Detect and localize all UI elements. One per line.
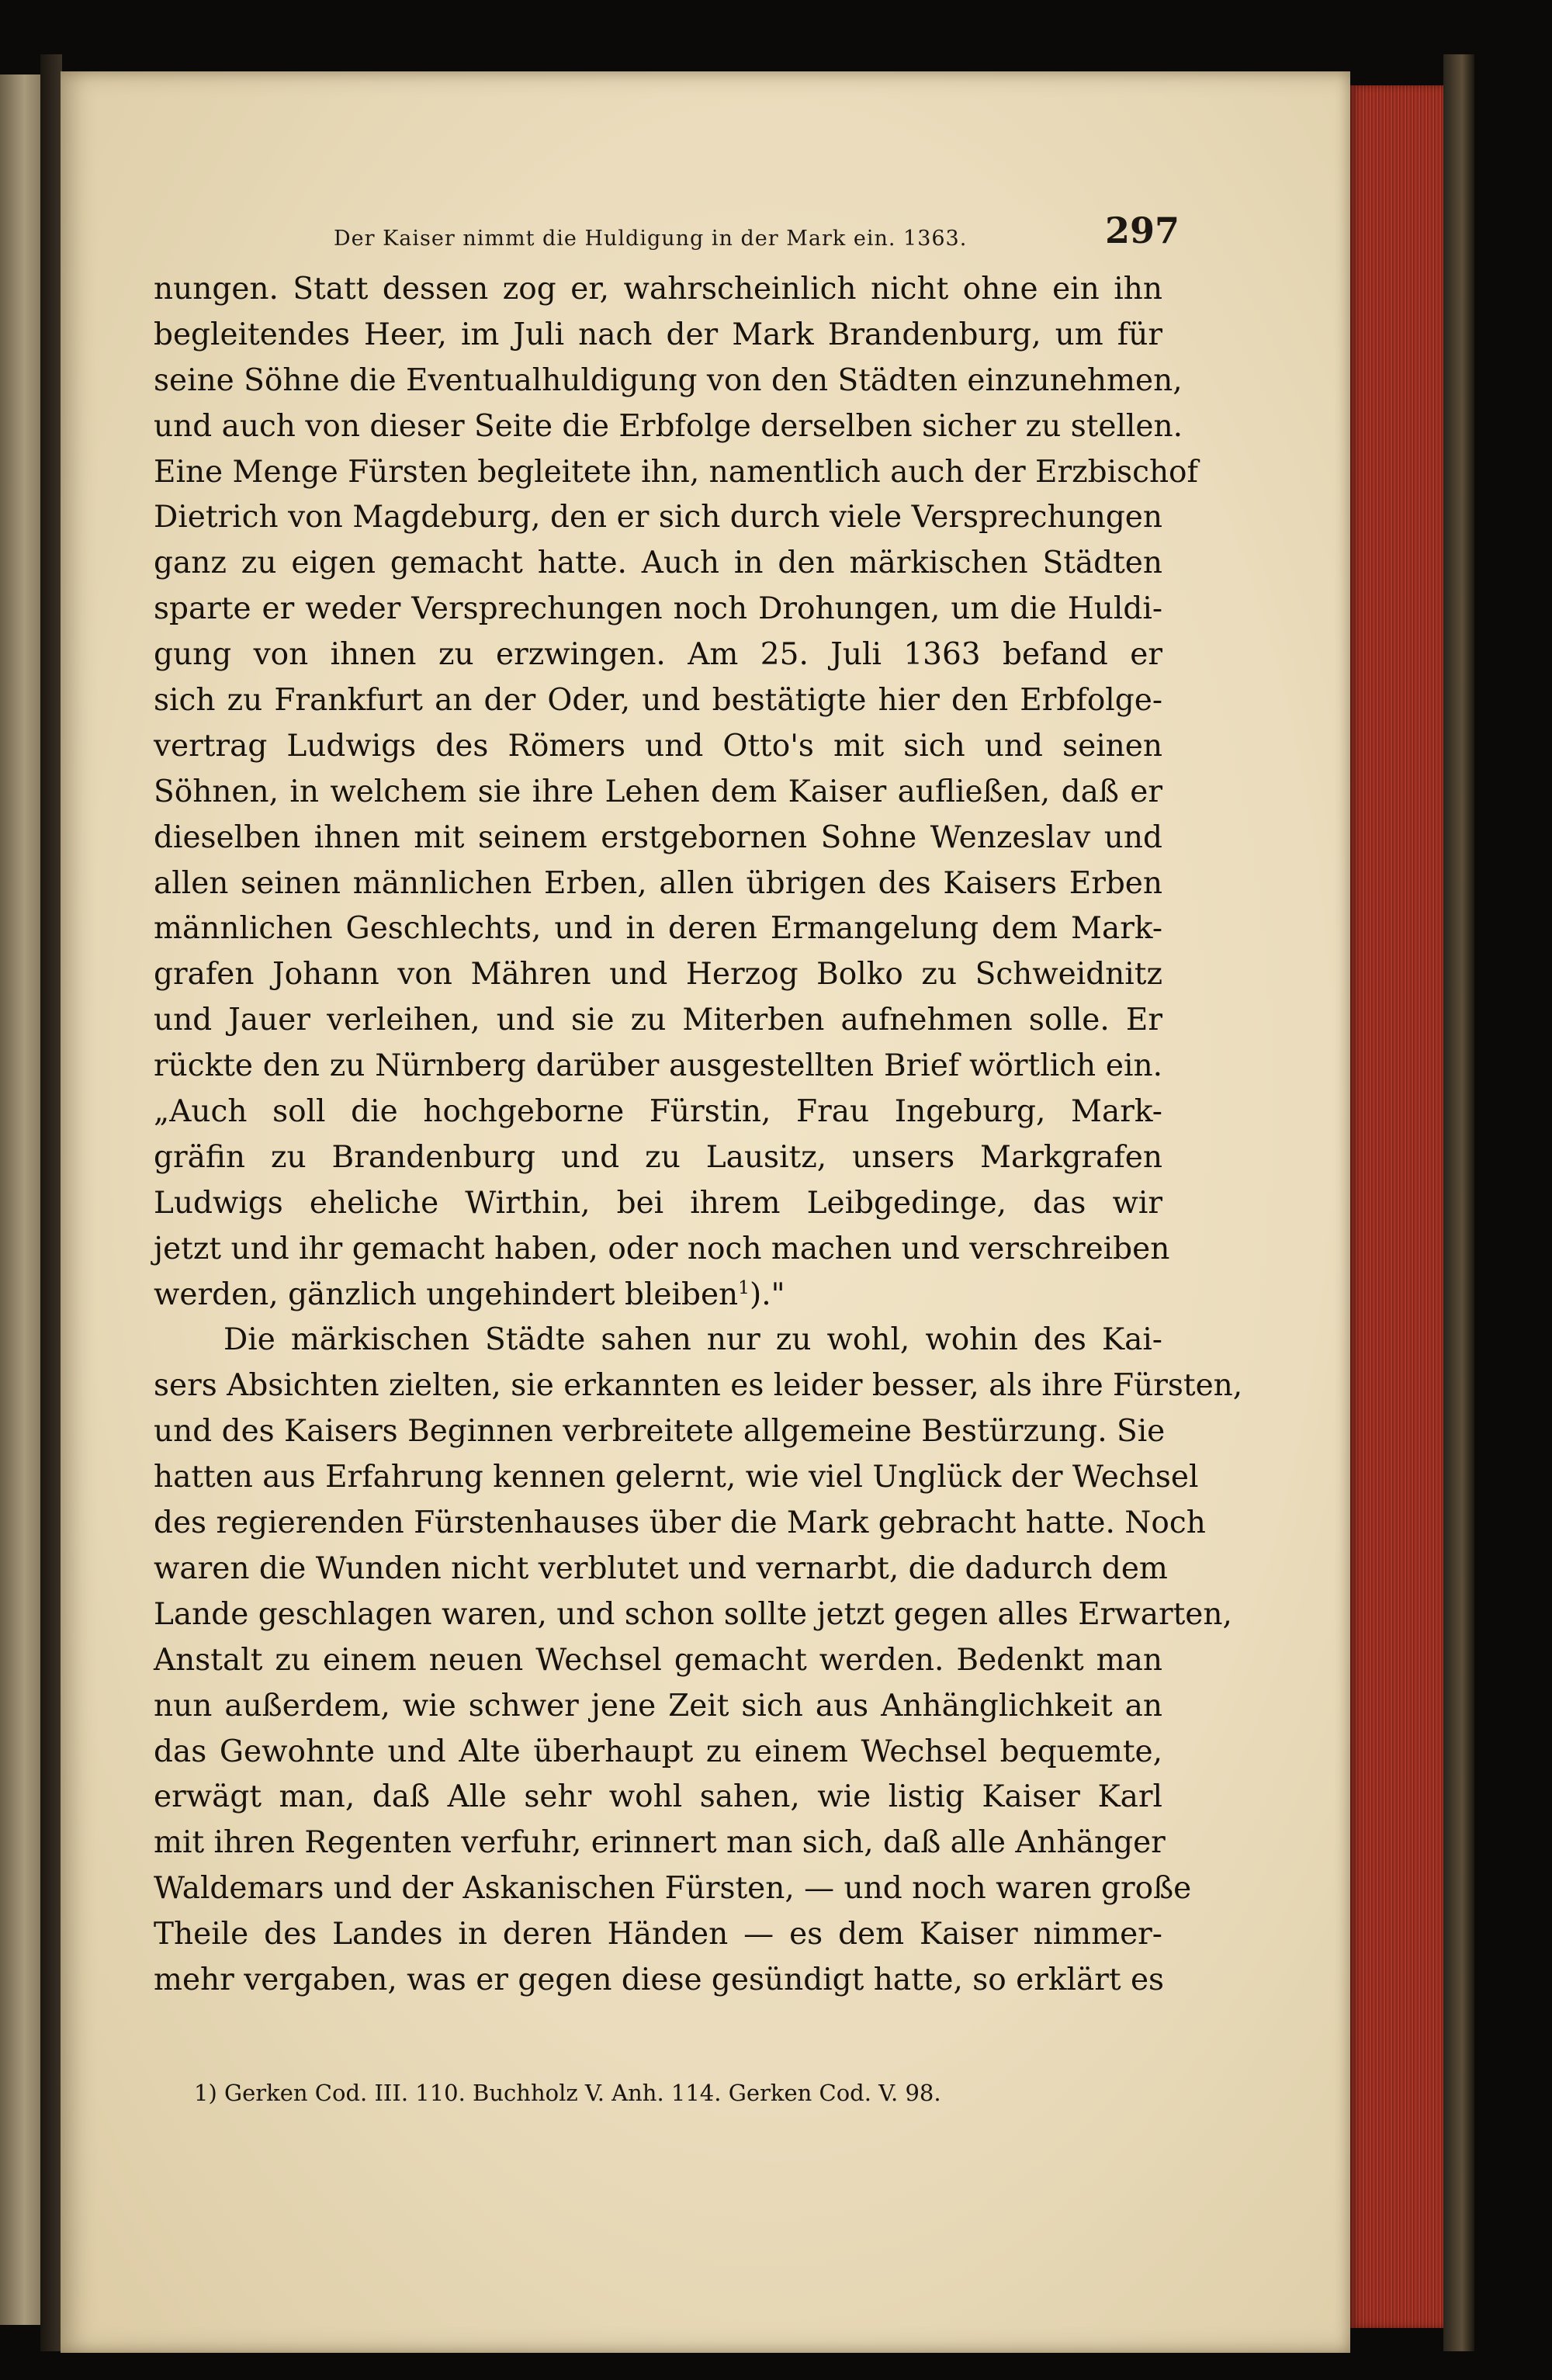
text-line: gung von ihnen zu erzwingen. Am 25. Juli 1363 befand er bbox=[154, 637, 1162, 673]
text-line: Ludwigs eheliche Wirthin, bei ihrem Leibgedinge, das wir bbox=[154, 1185, 1162, 1221]
page-header bbox=[334, 210, 1180, 264]
text-line: nungen. Statt dessen zog er, wahrscheinlich nicht ohne ein ihn bbox=[154, 272, 1162, 307]
text-line: Theile des Landes in deren Händen — es dem Kaiser nimmer- bbox=[154, 1917, 1162, 1952]
text-line: das Gewohnte und Alte überhaupt zu einem Wechsel bequemte, bbox=[154, 1734, 1162, 1769]
running-title: Der Kaiser nimmt die Huldigung in der Mark ein. 1363. bbox=[334, 227, 968, 251]
quote-text: werden, gänzlich ungehindert bleiben bbox=[154, 1277, 739, 1312]
quote-close: )." bbox=[750, 1277, 785, 1312]
text-line: sparte er weder Versprechungen noch Drohungen, um die Huldi- bbox=[154, 591, 1162, 627]
text-line: sers Absichten zielten, sie erkannten es leider besser, als ihre Fürsten, bbox=[154, 1368, 1243, 1404]
text-line: vertrag Ludwigs des Römers und Otto's mit sich und seinen bbox=[154, 728, 1162, 764]
text-line: des regierenden Fürstenhauses über die Mark gebracht hatte. Noch bbox=[154, 1505, 1206, 1541]
text-line: rückte den zu Nürnberg darüber ausgestellten Brief wörtlich ein. bbox=[154, 1048, 1162, 1084]
text-line: sich zu Frankfurt an der Oder, und bestätigte hier den Erbfolge- bbox=[154, 683, 1162, 719]
text-line: hatten aus Erfahrung kennen gelernt, wie viel Unglück der Wechsel bbox=[154, 1460, 1199, 1495]
footnote: 1) Gerken Cod. III. 110. Buchholz V. Anh. 114. Gerken Cod. V. 98. bbox=[194, 2080, 941, 2106]
text-line: seine Söhne die Eventualhuldigung von den Städten einzunehmen, bbox=[154, 362, 1183, 398]
text-line: nun außerdem, wie schwer jene Zeit sich aus Anhänglichkeit an bbox=[154, 1688, 1162, 1724]
text-line: Lande geschlagen waren, und schon sollte jetzt gegen alles Erwarten, bbox=[154, 1596, 1232, 1632]
footnote-ref: 1 bbox=[738, 1276, 750, 1298]
text-line: Waldemars und der Askanischen Fürsten, — und noch waren große bbox=[154, 1871, 1192, 1907]
text-line: erwägt man, daß Alle sehr wohl sahen, wie listig Kaiser Karl bbox=[154, 1779, 1162, 1815]
text-line: Dietrich von Magdeburg, den er sich durch viele Versprechungen bbox=[154, 500, 1162, 535]
text-line: gräfin zu Brandenburg und zu Lausitz, unsers Markgrafen bbox=[154, 1139, 1162, 1175]
text-line: Eine Menge Fürsten begleitete ihn, namentlich auch der Erzbischof bbox=[154, 454, 1198, 490]
text-line: waren die Wunden nicht verblutet und vernarbt, die dadurch dem bbox=[154, 1550, 1168, 1586]
text-line: und des Kaisers Beginnen verbreitete allgemeine Bestürzung. Sie bbox=[154, 1414, 1166, 1450]
book-cover-edge bbox=[1443, 54, 1474, 2351]
text-line: „Auch soll die hochgeborne Fürstin, Frau Ingeburg, Mark- bbox=[154, 1094, 1162, 1130]
text-line: jetzt und ihr gemacht haben, oder noch machen und verschreiben bbox=[154, 1231, 1170, 1266]
text-line: mit ihren Regenten verfuhr, erinnert man sich, daß alle Anhänger bbox=[154, 1825, 1166, 1861]
text-line: dieselben ihnen mit seinem erstgebornen Sohne Wenzeslav und bbox=[154, 819, 1162, 855]
book-gutter bbox=[40, 54, 62, 2351]
body-text bbox=[154, 267, 1243, 2004]
text-line: und Jauer verleihen, und sie zu Miterben aufnehmen solle. Er bbox=[154, 1003, 1162, 1038]
text-line: begleitendes Heer, im Juli nach der Mark Brandenburg, um für bbox=[154, 317, 1162, 352]
text-line: Söhnen, in welchem sie ihre Lehen dem Kaiser aufließen, daß er bbox=[154, 774, 1162, 809]
page-number: 297 bbox=[1104, 210, 1180, 251]
facing-page-edge bbox=[0, 74, 40, 2325]
red-page-edges bbox=[1350, 85, 1443, 2328]
text-line: grafen Johann von Mähren und Herzog Bolko zu Schweidnitz bbox=[154, 957, 1162, 993]
text-line: ganz zu eigen gemacht hatte. Auch in den märkischen Städten bbox=[154, 546, 1162, 581]
text-line: mehr vergaben, was er gegen diese gesündigt hatte, so erklärt es bbox=[154, 1962, 1165, 1997]
text-line-quote-end bbox=[154, 1273, 1162, 1318]
text-line: Die märkischen Städte sahen nur zu wohl, wohin des Kai- bbox=[223, 1322, 1162, 1358]
text-line: männlichen Geschlechts, und in deren Ermangelung dem Mark- bbox=[154, 911, 1162, 947]
text-line: Anstalt zu einem neuen Wechsel gemacht werden. Bedenkt man bbox=[154, 1642, 1162, 1678]
text-line: allen seinen männlichen Erben, allen übrigen des Kaisers Erben bbox=[154, 865, 1162, 901]
text-line: und auch von dieser Seite die Erbfolge derselben sicher zu stellen. bbox=[154, 408, 1183, 444]
